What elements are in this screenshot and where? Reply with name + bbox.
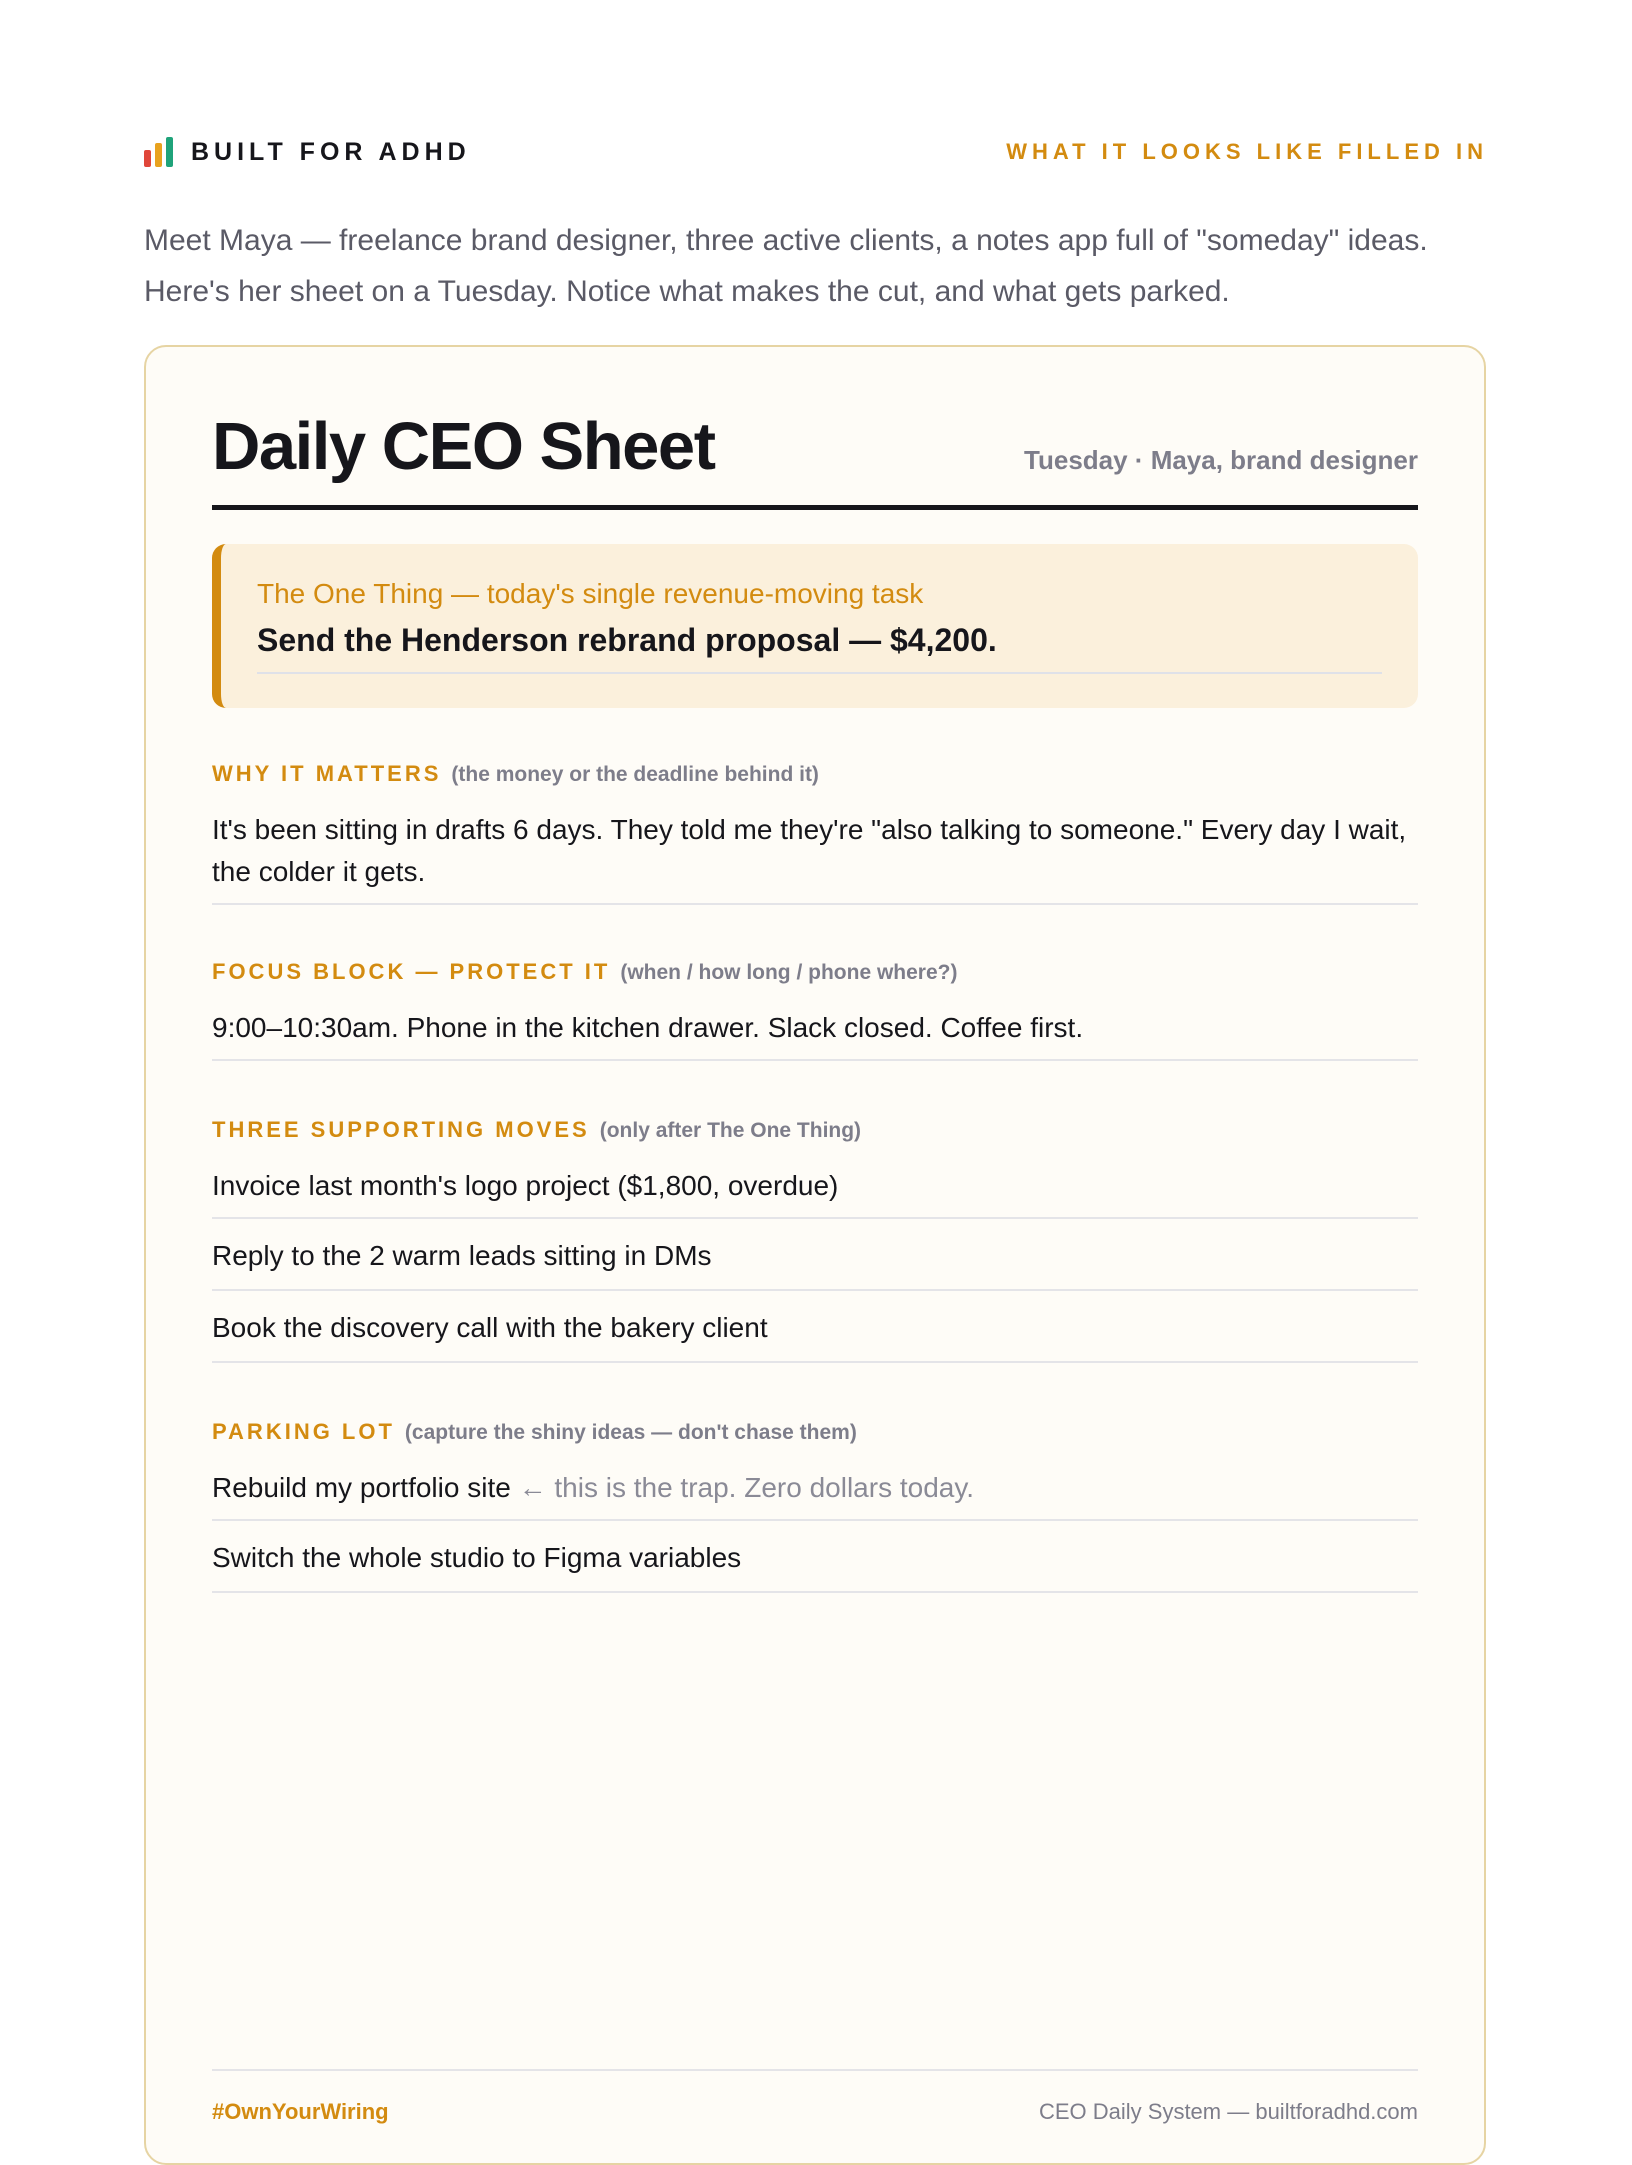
intro-paragraph: Meet Maya — freelance brand designer, three active clients, a notes app full of "someday" ideas. Here's her sheet on a Tuesday. Notice what makes the cut, and what gets parked. [144,224,1428,308]
supporting-moves-section [212,1117,1418,1363]
brand [144,137,471,167]
section-hint: (capture the shiny ideas — don't chase them) [404,1421,857,1444]
parking-item-note: ← this is the trap. Zero dollars today. [518,1472,975,1503]
section-hint: (the money or the deadline behind it) [451,763,819,786]
why-text: It's been sitting in drafts 6 days. They told me they're "also talking to someone." Every day I wait, the colder it gets. [212,809,1418,905]
footer-divider [212,2069,1418,2071]
section-tagline: WHAT IT LOOKS LIKE FILLED IN [1006,139,1488,164]
footer-hashtag: #OwnYourWiring [212,2099,389,2124]
daily-ceo-sheet-card [144,345,1486,2165]
sheet-title: Daily CEO Sheet [212,409,715,484]
parking-lot-item [212,1537,1418,1593]
parking-lot-section [212,1419,1418,1593]
parking-item-text: Switch the whole studio to Figma variables [212,1542,742,1573]
focus-text: 9:00–10:30am. Phone in the kitchen drawer. Slack closed. Coffee first. [212,1007,1418,1061]
supporting-move: Reply to the 2 warm leads sitting in DMs [212,1235,1418,1291]
one-thing-value: Send the Henderson rebrand proposal — $4,200. [257,622,997,658]
section-hint: (only after The One Thing) [599,1119,862,1142]
one-thing-callout [212,544,1418,708]
parking-item-text: Rebuild my portfolio site [212,1472,511,1503]
section-title: PARKING LOT [212,1419,395,1444]
why-it-matters-section [212,761,1418,905]
section-hint: (when / how long / phone where?) [620,961,958,984]
top-bar [144,134,1488,170]
bar-chart-icon [144,137,173,167]
one-thing-underline [257,672,1382,674]
sheet-meta: Tuesday · Maya, brand designer [1024,445,1418,475]
sheet-header [212,407,1418,510]
section-title: WHY IT MATTERS [212,761,442,786]
brand-name: BUILT FOR ADHD [191,137,471,166]
footer-credit: CEO Daily System — builtforadhd.com [1038,2099,1418,2124]
supporting-move: Book the discovery call with the bakery client [212,1307,1418,1363]
parking-lot-item [212,1467,1418,1521]
focus-block-section [212,959,1418,1061]
section-title: FOCUS BLOCK — PROTECT IT [212,959,611,984]
supporting-move: Invoice last month's logo project ($1,800, overdue) [212,1165,1418,1219]
section-title: THREE SUPPORTING MOVES [212,1117,590,1142]
one-thing-label: The One Thing — today's single revenue-moving task [257,578,924,609]
